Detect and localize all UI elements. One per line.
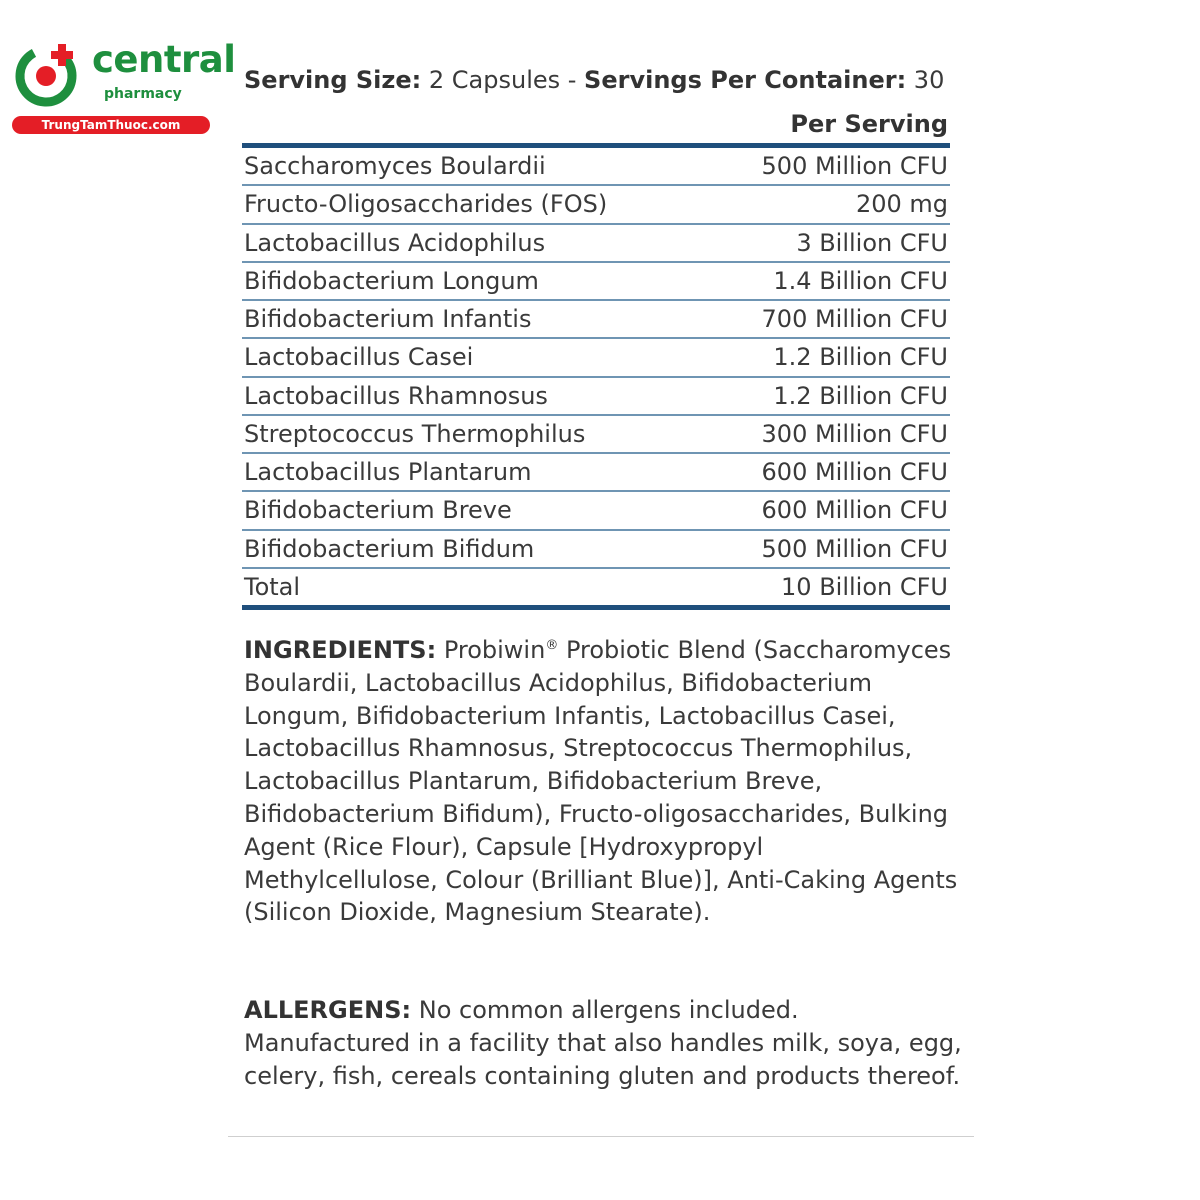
row-name: Fructo-Oligosaccharides (FOS) — [244, 190, 608, 219]
serving-size-label: Serving Size: — [244, 66, 422, 94]
per-serving-header: Per Serving — [790, 110, 948, 138]
row-value: 500 Million CFU — [761, 152, 948, 181]
row-name: Bifidobacterium Infantis — [244, 305, 532, 334]
registered-mark: ® — [545, 638, 559, 653]
row-value: 1.2 Billion CFU — [773, 343, 948, 372]
bottom-divider — [228, 1136, 974, 1137]
allergens-label: ALLERGENS: — [244, 996, 412, 1024]
row-value: 600 Million CFU — [761, 496, 948, 525]
logo-name: central — [92, 38, 236, 81]
table-row — [242, 378, 950, 416]
row-value: 1.2 Billion CFU — [773, 381, 948, 410]
row-name: Streptococcus Thermophilus — [244, 419, 586, 448]
logo-subtitle: pharmacy — [104, 86, 182, 102]
table-total-row — [242, 569, 950, 610]
table-row — [242, 186, 950, 224]
serving-info — [244, 64, 964, 96]
total-label: Total — [244, 572, 301, 601]
row-name: Saccharomyces Boulardii — [244, 152, 546, 181]
table-row — [242, 492, 950, 530]
total-value: 10 Billion CFU — [781, 572, 948, 601]
row-value: 700 Million CFU — [761, 305, 948, 334]
row-name: Bifidobacterium Longum — [244, 266, 539, 295]
row-value: 500 Million CFU — [761, 534, 948, 563]
row-name: Lactobacillus Casei — [244, 343, 474, 372]
row-value: 600 Million CFU — [761, 458, 948, 487]
allergens-section — [244, 994, 964, 1092]
row-value: 3 Billion CFU — [796, 228, 948, 257]
row-name: Lactobacillus Acidophilus — [244, 228, 546, 257]
row-name: Lactobacillus Plantarum — [244, 458, 532, 487]
table-row — [242, 225, 950, 263]
ingredients-text: Probiotic Blend (Saccharomyces Boulardii, Lactobacillus Acidophilus, Bifidobacterium Longum, Bifidobacterium Infantis, Lactobacillus Casei, Lactobacillus Rhamnosus, Streptococcus Thermophilus, Lactobacillus Plantarum, Bifidobacterium Breve, Bifidobacterium Bifidum), Fructo-oligosaccharides, Bulking Agent (Rice Flour), Capsule [Hydroxypropyl Methylcellulose, Colour (Brilliant Blue)], Anti-Caking Agents (Silicon Dioxide, Magnesium Stearate). — [244, 636, 958, 927]
table-row — [242, 301, 950, 339]
logo-site-badge: TrungTamThuoc.com — [12, 116, 210, 134]
row-name: Bifidobacterium Bifidum — [244, 534, 535, 563]
serving-size-value: 2 Capsules - — [421, 66, 585, 94]
central-pharmacy-logo — [8, 36, 236, 136]
table-row — [242, 339, 950, 377]
table-row — [242, 454, 950, 492]
table-row — [242, 416, 950, 454]
ingredients-section — [244, 634, 964, 929]
ingredients-brand: Probiwin — [436, 636, 546, 664]
servings-per-container-value: 30 — [906, 66, 945, 94]
row-value: 1.4 Billion CFU — [773, 266, 948, 295]
table-row — [242, 148, 950, 186]
table-row — [242, 531, 950, 569]
allergens-text: No common allergens included. Manufactured in a facility that also handles milk, soya, egg, celery, fish, cereals containing gluten and products thereof. — [244, 996, 962, 1090]
row-name: Bifidobacterium Breve — [244, 496, 512, 525]
supplement-facts-table — [242, 143, 950, 610]
pharmacy-cross-icon — [12, 38, 84, 110]
servings-per-container-label: Servings Per Container: — [584, 66, 907, 94]
row-value: 200 mg — [855, 190, 948, 219]
ingredients-label: INGREDIENTS: — [244, 636, 437, 664]
row-value: 300 Million CFU — [761, 419, 948, 448]
row-name: Lactobacillus Rhamnosus — [244, 381, 548, 410]
table-row — [242, 263, 950, 301]
